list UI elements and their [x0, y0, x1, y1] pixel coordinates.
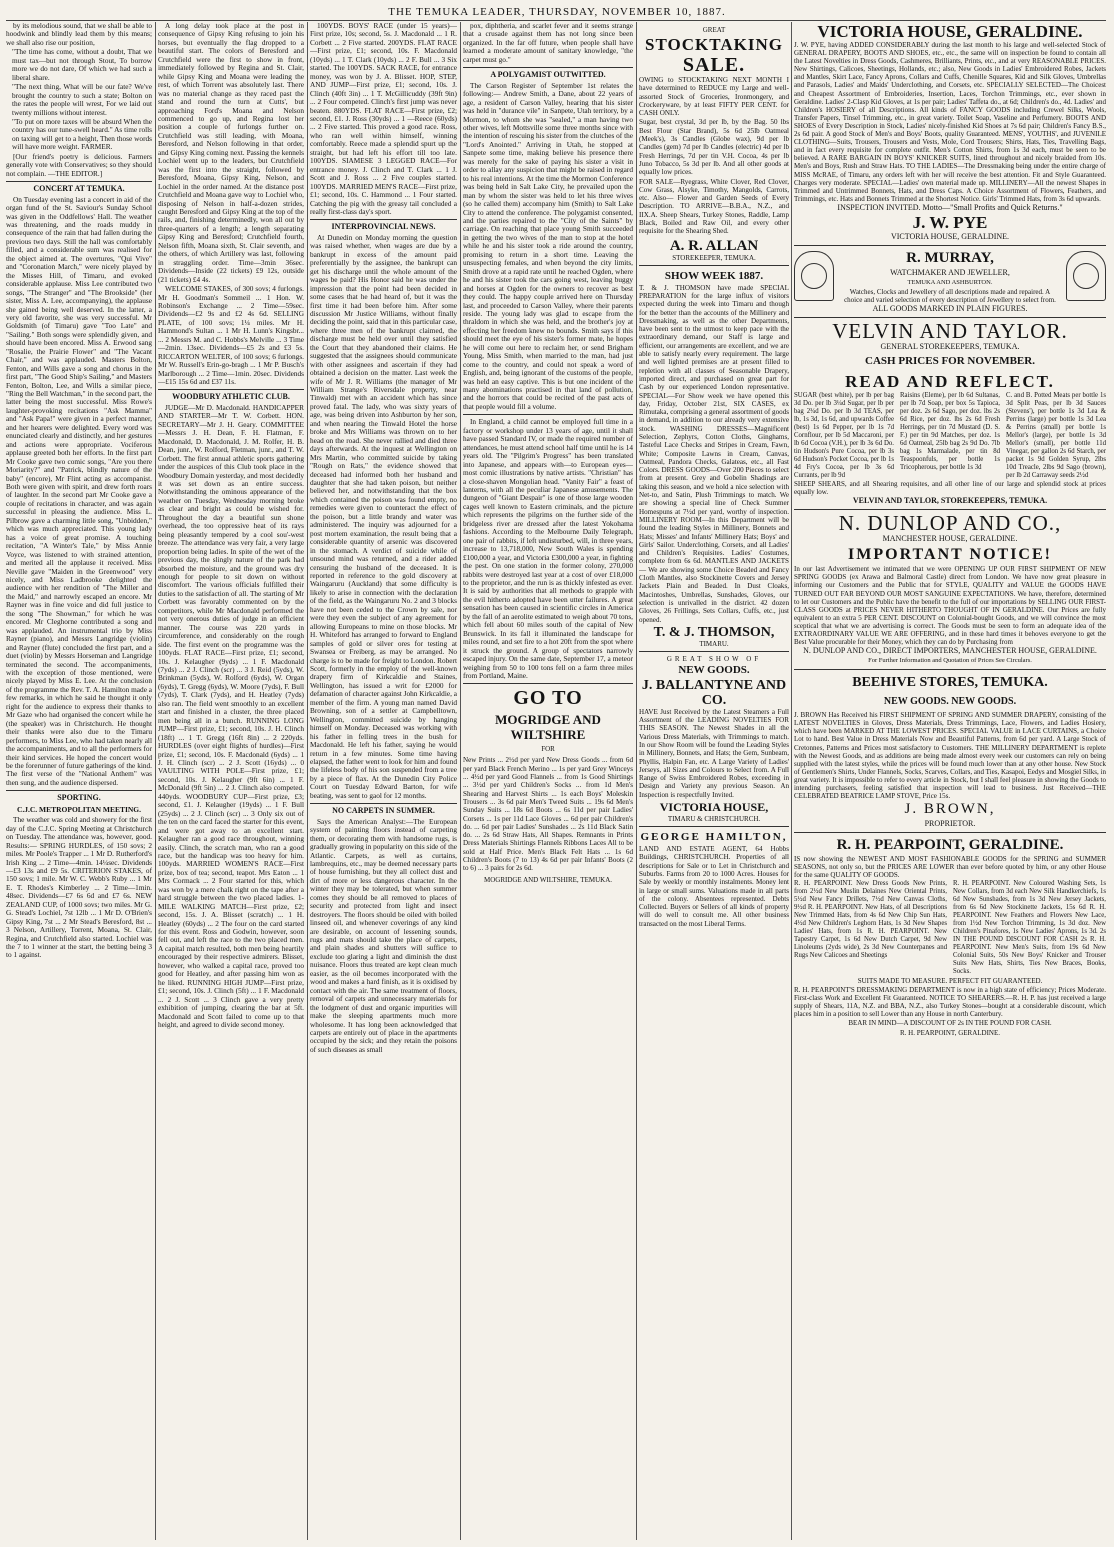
article-body: pox, diphtheria, and scarlet fever and it seems strange that a crusade against them has not long since been organized. In the far off future, when people shall have learned a moderate amount of sanitary knowledge, "the carpet must go.": [463, 22, 633, 64]
ballantyne-ad: [639, 655, 789, 823]
divider: [463, 683, 633, 684]
ad-heading: CASH PRICES FOR NOVEMBER.: [865, 355, 1035, 368]
ad-firm-name: N. DUNLOP AND CO.,: [838, 511, 1062, 536]
ad-subtitle: PROPRIETOR.: [924, 819, 976, 829]
mogridge-ad: [463, 688, 633, 883]
price-column: R. H. PEARPOINT. New Dress Goods New Prints, from 2½d New Muslin Delaines New Oriental Prints, 5½d New Fancy Drillets, 7½d New Canvas Cloths, 9½d R. H. PEARPOINT. New Hats, of all Descriptions New Trimmed Hats, from 4s 6d New Chip Sun Hats, 4½d New Children's Leghorn Hats, 1s 3d New Shapes Ladies' Hats, from 1s R. H. PEARPOINT. New Tapestry Carpet, 1s 6d New Dutch Carpet, 9d New Linoleums (2yds wide), 2s 3d New Counterpanes and Rugs New Calicoes and Sheetings: [794, 879, 947, 959]
ad-price-list: New Prints ... 2½d per yard New Dress Goods ... from 6d per yard Black French Merino ... 1s per yard Grey Winceys ... 4½d per yard Good Flannels ... from 1s Good Shirtings ... 3½d per yard Children's Socks ... from 1d Men's Shearing and Harvest Shirts ... 1s each Boys' Moleskin Trousers ... 3s 6d pair Men's Tweed Suits ... 19s 6d Men's Sunday Suits ... 18s 6d Boots ... 6s 11d per pair Ladies' Corsets ... 1s per 11d Lace Gloves ... 6d per pair Children's do. ... 6d per pair Ladies' Sunshades ... 2s 11d Black Satin do. ... 2s 6d Straw Hats, All Shapes. Remnants in Prints Dress Materials Shirtings Flannels Ribbons Laces All to be sold at Half Price. Men's Black Felt Hats ... 1s 6d Children's Boots (7 to 13) 4s 6d per pair Infants' Boots (2 to 6) ... 3 pairs for 2s 6d.: [463, 756, 633, 873]
thomson-ad: [639, 269, 789, 648]
ad-body: J. W. PYE, having ADDED CONSIDERABLY during the last month to his large and well-selected Stock of GENERAL DRAPERY, BOOTS AND SHOES, etc., etc., the same will on inspection be found to contain all the Latest Novelties in Dress Goods, Cashmeres, Brilliants, Prints, etc., and at very REASONABLE PRICES. New Shirtings, Calicoes, Sheetings, Hollands, etc.; also, New Goods in Ladies' Embroidered Robes, Jackets and Mantles, Skirt Lace, Fancy Aprons, Collars and Cuffs, Chenille Squares, Kid and Silk Gloves, Umbrellas and Parasols, Ladies' and Maids' Underclothing, and Corsets, etc. SPECIALLY SELECTED—The Choicest and Cheapest Assortment of Embroideries, Insertion, Laces, Torchon Trimmings, etc., ever shown in Geraldine. Ladies' 2-Clasp Kid Gloves, at 1s per pair; Ladies' Taffeta do., at 6d; Children's do., 4d. Ladies' and Children's HOSIERY of all Descriptions. All kinds of FANCY GOODS including Crewel Silks, Wools, Transfer Papers, Tinsel Trimming, etc., in great variety. Toilet Soap, Vaseline and Perfumery. BOOTS AND SHOES of Every Description in Stock, Ladies' nicely-finished Kid Shoes at 7s 6d pair; Children's Fancy B.S., 2s 6d pair. A good Stock of Men's and Boys' Boots, quality Guaranteed. MENS', YOUTHS', and JUVENILE CLOTHING—Suits, Trousers, Trousers and Vests, Mole, Cord Trousers; Shirts, Hats, Ties, Travelling Bags, and in fact every requisite for complete outfit. Men's Cotton Shirts, from 1s 3d each, must be seen to be believed. A RARE BARGAIN IN BOYS' KNICKER SUITS, lined throughout and nicely braided from 10s. Men's and Boys, Rush and Straw Hats. TO THE LADIES—The Dressmaking being under the entire charge of MISS McRAE, of Timaru, any orders left with her will receive the best attention. Fit and Style Guaranteed. Charges very moderate. SPECIAL—Ladies' own material made up. MILLINERY—All the newest Shapes in Trimmed and Untrimmed Bonnets, Hats, and Dress Caps. A Choice Assortment of Flowers, Feathers, and Trimmings, etc. Hats and Bonnets Trimmed at the Shortest Notice. Girls' Trimmed Hats, from 3s 6d upwards.: [794, 41, 1106, 203]
ad-signature: R. H. PEARPOINT, GERALDINE.: [899, 1028, 1000, 1037]
ad-footer: ALL GOODS MARKED IN PLAIN FIGURES.: [872, 304, 1028, 314]
ad-body: HAVE Just Received by the Latest Steamers a Full Assortment of the LEADING NOVELTIES FOR THIS SEASON. The Newest Shades in all the Various Dress Materials, with Trimmings to match. In our Show Room will be found the Leading Styles in Millinery, Bonnets, and Hats; the Gem, Sunbeam, Phyllis, Halpin Fan, etc. A Large Variety of Ladies' Jerseys, all Sizes and Colours to Select from. A Full Range of Swiss Embroidered Robes, exceeding in Design and Variety any previous Season. An Inspection is respectfully Invited.: [639, 707, 789, 799]
ad-body: IS now showing the NEWEST AND MOST FASHIONABLE GOODS for the SPRING and SUMMER SEASONS, not only so, but the PRICES ARE LOWER than ever before quoted by him, or any other House for the same QUALITY OF GOODS.: [794, 855, 1106, 880]
article-heading: NO CARPETS IN SUMMER.: [332, 806, 435, 816]
ad-subtitle: TEMUKA AND ASHBURTON.: [907, 278, 993, 286]
ad-subtitle: TIMARU & CHRISTCHURCH.: [667, 815, 761, 824]
ad-firm-name: T. & J. THOMSON,: [653, 624, 775, 640]
ad-body: In our last Advertisement we intimated that we were OPENING UP OUR FIRST SHIPMENT OF NEW SPRING GOODS (ex Arawa and Balmoral Castle) direct from London. We have now great pleasure in informing our Customers and the Public that for STYLE, QUALITY and VALUE the GOODS HAVE TURNED OUT FAR BEYOND OUR MOST SANGUINE EXPECTATIONS. We have, therefore, determined to let our Customers and the Public have the benefit to the full of our importations by SELLING OUR FIRST-CLASS GOODS at PRICES NEVER HITHERTO THOUGHT OF IN GERALDINE. Our Prices are fully equivalent to an extra 5 PER CENT. DISCOUNT on Colonial-bought Goods, and we will convince the most sceptical that what we are advertising is correct. The Goods must be seen to form an adequate idea of the EXTRAORDINARY VALUE WE ARE OFFERING, and in these hard times it behoves everyone to get the Best Value procurable for their Money, which they can do by Purchasing from: [794, 565, 1106, 647]
page-header: THE TEMUKA LEADER, THURSDAY, NOVEMBER 10, 1887.: [388, 6, 726, 18]
ad-heading: SUITS MADE TO MEASURE. PERFECT FIT GUARANTEED.: [857, 976, 1043, 985]
ad-footer: SHEEP SHEARS, and all Shearing requisites, and all other line of our large and splendid stock at prices equally low.: [794, 480, 1106, 497]
clock-icon: [794, 251, 834, 301]
ad-body: OWING to STOCKTAKING NEXT MONTH I have determined to REDUCE my Large and well-assorted Stock of Groceries, Ironmongery, and Crockeryware, by at least FIFTY PER CENT. for CASH ONLY.: [639, 76, 789, 118]
divider: [639, 265, 789, 266]
ad-body: LAND AND ESTATE AGENT, 64 Hobbs Buildings, CHRISTCHURCH. Properties of all descriptions for Sale or to Let in Christchurch and Suburbs. Farms from 20 to 1000 Acres. Houses for Sale by weekly or monthly instalments. Money lent in large or small sums. Valuations made in all parts of the colony. Absentees represented. Debts Collected. Buyers or Sellers of all kinds of property will do well to consult me. All other business transacted on the most Liberal Terms.: [639, 845, 789, 928]
ad-heading: VICTORIA HOUSE, GERALDINE.: [817, 22, 1083, 41]
ad-firm-name: R. H. PEARPOINT, GERALDINE.: [836, 837, 1064, 854]
price-column: C. and B. Potted Meats per bottle 1s 3d Split Peas, per lb 3d Sauces (Stevens'), per bottle 1s 3d Lea & Perrins (large) per bottle 1s 3d Lea & Perrins (small) per bottle 1s Mellor's (large), per bottle 1s 3d Mellor's (small), per bottle 11d Vinegar, per gallon 2s 6d Starch, per packet 1s 9d Golden Syrup, 2lbs 10d Treacle, 2lbs 9d Sago (brown), per lb 2d Carraway seeds 2½d: [1006, 392, 1106, 480]
divider: [794, 245, 1106, 246]
ad-heading: SHOW WEEK 1887.: [664, 269, 764, 282]
ad-body: J. BROWN Has Received his FIRST SHIPMENT OF SPRING AND SUMMER DRAPERY, consisting of the LATEST NOVELTIES in Gloves, Dress Materials, Dress Trimmings, Lace, Flowers, and Ladies Hosiery, which have been MARKED AT THE LOWEST PRICES. SPECIAL VALUE in LACE CURTAINS, a Choice Lot to hand. Best Value in Dress Materials Now and Beautiful Patterns, from 6d per yard. A Large Stock of Cretonnes, Patterns and Prices most satisfactory to Customers. THE MILLINERY DEPARTMENT is replete with the Newest Goods, and as additions are being made almost every week our customers can rely on being supplied with the latest styles, while the prices will be found much lower than at any other house. New Stock of Gentlemen's Shirts, Under Flannels, Socks, Scarves, Collars, and Ties, Kasapoi, Eedys and Mosgiel Silks, in great variety. It is impossible to refer to every article in Stock, but I shall feel pleasure in showing the Goods to intending purchasers, feeling satisfied that inspection will lead to business. Just Received—THE CELEBRATED BEATRICE LAMP STOVE, Price 15s.: [794, 711, 1106, 801]
race-results: WELCOME STAKES, of 300 sovs; 4 furlongs. Mr H. Goodman's Sommeil ... 1 Hon. W. Robinson's Exchange ... 2 Time—59sec. Dividends—£2 9s and £2 4s 6d. SELLING PLATE, of 100 sovs; 1¼ miles. Mr H. Hammond's Sultan ... 1 Mr H. Lunn's Kingsbr... ... 2 Messrs M. and C. Hobbs's Melville ... 3 Time—2min. 13sec. Dividends—£5 2s and £3 5s. RICCARTON WELTER, of 100 sovs; 6 furlongs. Mr W. Russell's Erin-go-bragh ... 1 Mr P. Busch's Marlborough ... 2 Time—1min. 20sec. Dividends—£15 15s 6d and £37 11s.: [158, 284, 304, 387]
ad-signature: N. DUNLOP AND CO., DIRECT IMPORTERS, MANCHESTER HOUSE, GERALDINE.: [803, 646, 1097, 656]
ad-subtitle: STOREKEEPER, TEMUKA.: [672, 253, 756, 262]
column-rule: [460, 22, 461, 1540]
column-rule: [307, 22, 308, 1540]
divider: [310, 803, 457, 804]
divider: [158, 389, 304, 390]
ad-price-list: Sugar, best crystal, 3d per lb, by the Bag. 50 lbs Best Flour (Star Brand), 5s 6d 25lb Oatmeal (Meek's), 3s Candles (Globe wax), 9d per lb Candles (gem) 7d per lb Candles (electric) 4d per lb Fresh Herrings, 7d per tin V.H. Cocoa, 4s per lb Juno Tobacco, 5s 3d per lb. And all other goods at equally low prices.: [639, 118, 789, 177]
poem-verse: "The time has come, without a doubt, That we must tax—but not through Stout, To borrow more we do not dare, Of which we had such a liberal share.: [12, 47, 152, 82]
ad-heading: NEW GOODS. NEW GOODS.: [883, 696, 1017, 708]
ad-firm-name: A. R. ALLAN: [669, 237, 759, 254]
price-column: Raisins (Eleme), per lb 6d Sultanas, per lb 7d Soap, per box 5s Tapioca, per doz. 2s 6d Sago, per doz. lbs 2s 6d Rice, per doz. lbs 2s 6d Fresh Herrings, per tin 7d Mustard (D. S. F.) per tin 9d Matches, per doz. 1s 6d Oatmeal, 25lb bag 2s 9d Do. 7lb bag 1s Marmalade, per tin 8d Teaspoonfuls, per bottle 1s Tricopherous, per bottle 1s 3d: [900, 392, 1000, 472]
column-1: [6, 22, 152, 1540]
poem-intro: by its melodious sound, that we shall be able to hoodwink and blindly lead them by this means; we shall also rise our position,: [6, 22, 152, 47]
article-heading: C.J.C. METROPOLITAN MEETING.: [16, 804, 142, 814]
article-heading: WOODBURY ATHLETIC CLUB.: [172, 392, 290, 402]
ad-footer: For Further Information and Quotation of Prices See Circulars.: [868, 657, 1032, 665]
divider: [794, 317, 1106, 318]
article-heading: A POLYGAMIST OUTWITTED.: [490, 70, 606, 80]
ad-great: GREAT SHOW OF: [666, 654, 762, 663]
column-rule: [791, 22, 792, 1540]
ad-subtitle: VICTORIA HOUSE, GERALDINE.: [890, 231, 1010, 241]
ad-firm-name: J. W. PYE: [912, 212, 988, 232]
article-body: On Tuesday evening last a concert in aid of the organ fund of the St. Saviour's Sunday School was given in the Oddfellows' Hall. The weather was threatening, and the roads muddy in consequence of the rain that had fallen during the previous two days. Still the hall was comfortably filled, and a considerable sum was realised for the object aimed at. The overtures, "Qui Vive" and "Coronation March," were nicely played by the Misses Hill, of Timaru, and evoked considerable applause. Miss Lee contributed two songs, "The Stranger" and "The Brookside" (her sister, Miss A. Lee, accompanying), the applause she gained being well deserved. In the latter, a very old favorite, she was very successful. Mr Goldsmith (of Timaru) gave "Too Late" and "Sailing." Both songs were splendidly given, and should have been encored. Miss A. Erwood sang "Rosalie, the Prairie Flower" and "The Vacant Chair," and was applauded. Masters Bolton, Fenton, and Wills gave a song and chorus in the first part, "The Good Ship's Sailing," and Masters Fenton, Bolton, Lee, and Wills a similar piece, "Ring the Bell Watchman," in the second part, the latter being the most successful. Miss Rowe's laughter-provoking recitations "Ask Mamma" and "Ask Papa!" were given in a perfect manner, and her hearers were delighted. Every word was enunciated clearly and distinctly, and her gestures and actions were appropriate. Vociferous applause greeted both her efforts. In the first part Mr Cooke gave two comic songs, "Are you there Moriarity?" and "Patrick, blindly nature of the baby" (encore), Mr Flint acting as accompanist. Both were given with spirit, and drew forth roars of laughter. In the second part Mr Cooke gave a couple of recitations in character, and was again successful in pleasing the audience. Miss L. Pilbrow gave a charming little song, "Unbidden," which was much appreciated. This young lady has a voice of great promise. A touching recitation, "A Winter's Tale," by Miss Annie Voyce, was listened to with strained attention, and merited all the applause it received. Miss Neville gave "Maiden in the Greenwood" very nicely, and Miss Ladbrooke delighted the audience with her rendition of "The Miller and the Maid," and narrowly escaped an encore. Mr Rayner was in fine voice and did full justice to the song "The Showman," for which he was encored. Mr Cleghorne contributed a song and was applauded. An instrumental trio by Miss Rayner (piano), and Messrs Langridge (violin) and Rayner (flute) concluded the first part, and a duet (violin) by Messrs Horseman and Langridge terminated the second. The accompaniments, with the exception of those mentioned, were nicely played by Miss E. Lee. At the conclusion of the programme the Rev. T. A. Hamilton made a few remarks, in which he said he thought it only right for the audience to express their thanks to Mr Gaze who had organised the concert while he (the speaker) was in Christchurch. He thought their thanks were also due to the Timaru performers, to Miss Lee, who had taken nearly all the accompaniments, and to all the performers for their kind services. He hoped the concert would be the forerunner of future gatherings of the kind. The first verse of the "National Anthem" was then sung, and the audience dispersed.: [6, 194, 152, 787]
ad-body: FOR SALE—Ryegrass, White Clover, Red Clover, Cow Grass, Alsyke, Timothy, Mangolds, Carrots, etc. Also— Flower and Garden Seeds of Every Description. TO ARRIVE—B.B.A., N.Z., and IIX.A. Sheep Shears, Turkey Stones, Raddle, Lamp Black, Boiled and Raw Oil, and every other requisite for the Shearing Shed.: [639, 177, 789, 236]
article-body: JUDGE—Mr D. Macdonald. HANDICAPPER AND STARTER—Mr T. W. Corbett. HON. SECRETARY—Mr J. H. Geary. COMMITTEE—Messrs J. H. Dean, F. H. Flatman, F. Macdonald, D. Macdonald, J. M. Rolfer, H. B. Dean, junr., W. Rolford, Fletman, junr., and T. W. Corbett. The first annual athletic sports gathering under the auspices of this Club took place in the Woodbury Domain yesterday, and most decidedly it was set down as an entire success. Notwithstanding the ominous appearance of the weather on Tuesday, Wednesday morning broke as clear and bright as could be wished for. Throughout the day a beautiful sun shone overhead, the too oppressive heat of its rays being pleasantly tempered by a cool sou'-west breeze. The attendance was very fair, a very large proportion being ladies. In spite of the wet of the previous day, the slingly nature of the park had absorbed the moisture, and the ground was dry enough for people to sit down on without discomfort. The various officials fulfilled their duties to the satisfaction of all. The starting of Mr Corbett was favorably commented on by the competitors, while Mr Macdonald performed the not very onerous duties of judge in an efficient manner. The course was 220 yards in circumference, and considerably on the rough side. The first event on the programme was the 100yds. FLAT RACE—First prize, £1; second, 10s. J. Kelaugher (9yds) ... 1 F. Macdonald (7yds) ... 2 J. Clinch (scr) ... 3 J. Reid (5yds), W. Brinkman (5yds), W. Rolford (6yds), W. Organ (6yds), T. Gregg (6yds), W. Moore (7yds), F. Bull (7yds), T. Clark (7yds), and H. Heatley (7yds) also ran. The field went smoothly to an excellent start and finished in a cluster, the three placed men being all in a bunch. RUNNING LONG JUMP—First prize, £1; second, 10s. J. H. Clinch (18ft) ... 1 T. Gregg (16ft 8in) ... 2 220yds. HURDLES (over eight flights of hurdles)—First prize, £1; second, 10s. F. Macdonald (6yds) ... 1 J. H. Clinch (scr) ... 2 J. Scott (16yds) ... 0 VAULTING WITH POLE—First prize, £1; second, 10s. J. Kelaugher (9ft 6in) ... 1 F. McDonald (9ft 5in) ... 2 J. Clinch also competed. 440yds. WOODBURY CUP—First prize, £3; second, £1. J. Kelaugher (19yds) ... 1 F. Bull (25yds) ... 2 J. Clinch (scr) ... 3 Only six out of the ten on the card faced the starter for this event, and were got away to an excellent start. Kelaugher ran a good race throughout, winning easily. Clinch, the scratch man, who ran a good race, but the handicap was too heavy for him. 100yds. MARRIED WOMEN'S RACE—First prize, box of tea; second, teapot. Mrs Eaton ... 1 Mrs Cormack ... 2 Four started for this, which was won by a mere chalk right on the tape after a hard struggle between the two placed ladies. 1-MILE WALKING MATCH—First prize, £2; second, 15s. J. A. Blisset (scratch) ... 1 H. Heatley (60yds) ... 2 The four on the card started for this event. Ross and Godwin, however, soon fell out, and left the race to the two placed men. A capital match resulted, both men being heartily encouraged by their respective admirers. Blisset, however, who walked a capital race, proved too good for Heatley, and after passing him won as he liked. RUNNING HIGH JUMP—First prize, £1; second, 10s. J. Clinch (5ft) ... 1 F. Macdonald ... 2 J. Scott ... 3 Clinch gave a very pretty exhibition of jumping, clearing the bar at 5ft. Macdonald and Scott failed to come up to that height, and agreed to divide second money.: [158, 402, 304, 1030]
ad-subtitle: GENERAL STOREKEEPERS, TEMUKA.: [880, 342, 1020, 352]
ad-body: Watches, Clocks and Jewellery of all descriptions made and repaired. A choice and varied selection of every description of Jewellery to select from.: [844, 287, 1056, 304]
column-5: [639, 22, 789, 1540]
ad-signature: J. BROWN,: [904, 801, 996, 818]
header-rule: [6, 20, 1106, 21]
ad-firm-name: R. MURRAY,: [906, 249, 994, 266]
divider: [6, 181, 152, 182]
ad-great: GREAT: [702, 26, 726, 34]
poem-verse: "The next thing, What will be our fate? We've brought the country to such a state; Bolton on the rates the people will wrest, For we laid out twenty millions without interest.: [12, 82, 152, 117]
ad-firm-name: MOGRIDGE AND WILTSHIRE: [495, 712, 601, 743]
column-3: [310, 22, 457, 1540]
ad-subtitle: MANCHESTER HOUSE, GERALDINE.: [882, 534, 1018, 544]
price-column: R. H. PEARPOINT. New Coloured Washing Sets, 1s New Collars, from 3d each New Silk Handkerchiefs, 1s 6d New Sunshades, from 1s 3d New Jersey Jackets, from 6s 6d New Stockinette Jackets, 15s 6d R. H. PEARPOINT. New Feathers and Flowers New Lace, from 1½d New Torchon Trimming, 1s 3d doz. New Children's Pinafores, 1s New Ladies' Aprons, 1s 3d. 2s IN THE POUND DISCOUNT FOR CASH 2s R. H. PEARPOINT. New Men's Suits, from 19s 6d New Colonial Suits, 50s New Boys' Knicker and Trouser Suits New Hats, Shirts, Ties New Braces, Books, Socks.: [953, 879, 1106, 975]
section-heading: SPORTING.: [57, 793, 101, 803]
article-body: A long delay took place at the post in consequence of Gipsy King refusing to join his horses, but eventually the flag dropped to a beautiful start. The colors of Beresford and Crutchfield were the first to show in front, immediately followed by Regina and St. Clair, while Gipsy King and Moana were leading the rest, of which Torrent was absolutely last. There was no material change as they raced past the stand and round the turn at Cutts', but approaching Ford's Moana and Nelson commenced to go up, and Regina lost her position a couple of furlongs further on. Crutchfield was still leading, with Moana, Beresford, and Nelson following in that order, and Gipsy King coming next. Passing the kennels Lochiel went up to the leaders, but Crutchfield was the first into the straight, followed by Beresford, Moana, Gipsy King, Nelson, and Lochiel in the order named. At the distance post Crutchfield and Moana gave way to Lochiel who, disposing of Nelson in half-a-dozen strides, caught Beresford and Gipsy King at the top of the rails, and, finishing determinedly, won all out by three-quarters of a length; a length separating Gipsy King and Beresford; Crutchfield fourth, Nelson fifth, Moana sixth, St. Clair seventh, and the others, of which Artillery was last, following in straggling order. Time—3min 36sec. Dividends—Inside (22 tickets) £9 12s, outside (21 tickets) £4 4s.: [158, 22, 304, 284]
price-list: [794, 392, 1106, 480]
article-heading: INTERPROVINCIAL NEWS.: [331, 222, 436, 232]
article-body: The weather was cold and showery for the first day of the C.J.C. Spring Meeting at Christchurch on Tuesday. The attendance was, however, good. Results:— SPRING HURDLES, of 150 sovs; 2 miles. Mr Poole's Trapper ... 1 Mr D. Rutherford's Irish King ... 2 Time—4min. 14¼sec. Dividends—£3 13s and £9 5s. CRITERION STAKES, of 150 sovs; 1 mile. Mr W. C. Webb's Ruby ... 1 Mr E. T. Rhodes's Kimberley ... 2 Time—1min. 48sec. Dividends—£7 6s 6d and £7 6s. NEW ZEALAND CUP, of 1000 sovs; two miles. Mr G. G. Stead's Lochiel, 7st 12lb ... 1 Mr D. O'Brien's Gipsy King, 7st ... 2 Mr Stead's Beresford, 8st ... 3 Nelson, Artillery, Torrent, Moana, St. Clair, Regina, and Crutchfield also started. Lochiel was the 7 to 1 winner at the start, the betting being 3 to 1 against.: [6, 815, 152, 960]
allan-ad: [639, 26, 789, 262]
article-body: In England, a child cannot be employed full time in a factory or workshop under 13 years of age, until it shall have passed Standard IV, or made the required number of attendances, he must attend school half time until he is 14 years old. The "Pilgrim's Progress" has been translated into Japanese, and appears with—to European eyes—most comic illustrations by native artists. "Christian" has a close-shaven Mongolian head. "Vanity Fair" a feast of lanterns, with all the peculiar Japanese amusements. The dungeon of "Giant Despair" is one of those large wooden cages well known to Eastern criminals, and the picture which represents the pilgrims on the further side of the bridgeless river are dressed after the latest Yokohama fashions. According to the Melbourne Daily Telegraph, one pair of rabbits, if left undisturbed, will, in three years, increase to 13,718,000, New South Wales is spending £100,000 a year, and Victoria £300,000 a year, in fighting the pest. On one station in the former colony, 270,000 rabbits were destroyed last year at a cost of over £18,000 to the proprietor, and the run is as thickly infested as ever. It is said by authorities that all methods to grapple with the evil hitherto adopted have been utter failures. A great sensation has been caused in scientific circles in America by the fall of an aerolite estimated to weigh about 70 tons, which fell about 60 miles south of the capital of New Brunswick. In its fall it illuminated the landscape for miles round, and set fire to a hot 20ft from the spot where it struck the ground. A group of spectators narrowly escaped injury. On the same date, September 17, a meteor weighing from 50 to 100 tons fell on a farm three miles from Portland, Maine.: [463, 417, 633, 680]
ad-firm-name: VICTORIA HOUSE,: [659, 800, 769, 815]
ad-heading: STOCKTAKING: [645, 35, 783, 54]
ad-heading: IMPORTANT NOTICE!: [848, 546, 1052, 564]
divider: [463, 414, 633, 415]
column-6: [794, 22, 1106, 1540]
ad-body: T. & J. THOMSON have made SPECIAL PREPARATION for the large influx of visitors expected during the week into Timaru and though for the better than the accounts of the Millinery and Dressmaking, as well as the other Departments, have been sent to the utmost to keep pace with the extraordinary demand, our Staff is large and efficient, our arrangements are excellent, and we are able to satisfy nearly every requirement. The large and well lighted premises are at present filled to repletion with all classes of Seasonable Drapery, imported direct, and purchased on great part for Cash by our experienced London representative. SPECIAL—For Show week we have opened this day, Friday, October 21st, SIX CASES, ex Rimutaka, comprising a general assortment of goods in demand, in addition to our already very extensive stock. WASHING DRESSES—Magnificent Selection, Zephyrs, Cotton Cloths, Ginghams, Tasteful Lace Checks and Stripes in Cream, Fawn, White; Composite Lawns in Cream, Canvas, Oatmeal, Pandora Checks, Galateas, etc., all Fast Colors. DRESS GOODS—Over 200 Pieces to select from at present. Grey and Gobelin Shadings are taking this season, and we hold a nice selection with Net-to, and Satin, Plush Trimmings to match. We are showing a special line of Check Summer Homespuns at 7½d per yard, worthy of inspection. MILLINERY ROOM—In this Department will be found the leading Styles in Millinery, Bonnets and Hats; Misses' and Infants' Millinery Hats; Boys' and Girls' Sailor. Underclothing, Corsets, and all Ladies' and Children's Requisites. Ladies' Costumes, complete from 6s 6d. MANTLES AND JACKETS — We are showing some Choice Beaded and Fancy Cloth Mantles, also Stockinette Covers and Jersey Jackets Plain and Beaded. In Dust Cloaks, Macintoshes, Umbrellas, Sunshades, Gloves, our selection is unrivalled in the district. 42 dozen Gloves, 26 Frillings, Sets Collars, Cuffs, etc., just opened.: [639, 283, 789, 624]
ad-firm-name: GEORGE HAMILTON,: [640, 831, 788, 844]
column-rule: [155, 22, 156, 1540]
ad-body: R. H. PEARPOINT'S DRESSMAKING DEPARTMENT is now in a high state of efficiency; Prices Moderate. First-class Work and Excellent Fit Guaranteed. NOTICE TO SHEARERS.—R. H. P. has just received a large supply of Shears, 11A, N.Z. and BBA, N.Z., also Turkey Stones—bought at a considerable discount, which places him in a position to sell Lower than any House in north Canterbury.: [794, 985, 1106, 1018]
divider: [6, 790, 152, 791]
article-heading: CONCERT AT TEMUKA.: [33, 184, 125, 194]
article-body: At Dunedin on Monday morning the question was raised whether, when wages are due by a bankrupt in excess of the amount paid preferentially by the assignee, the bankrupt can get his discharge until the whole amount of the wages be paid? His Honor said he was under the impression that the point had been decided in some cases that he had heard of, but it was the first time it had been before him. After some discussion Mr Justice Williams, without finally deciding the point, said that in this particular case, where three men of the bankrupt claimed, the discharge must be held over until they satisfied the Court that they abandoned their claims. He suggested that the assignees should communicate with other assignees and ascertain if they had obtained a decision on the matter. Last week the wife of Mr J. R. Williams (the manager of Mr William Strange's Riversdale property, near Tinwald) met with an accident which has since proved fatal. The lady, who was sixty years of age, was being driven into Ashburton by her son, and when nearing the Tinwald Hotel the horse broke and Mrs Williams was thrown on to her head on the road. She never rallied and died three days afterwards. At the inquest at Wellington on Mrs Martin, who committed suicide by taking "Rough on Rats," the evidence showed that deceased had informed both her husband and daughter that she had taken poison, but neither believed her, and notwithstanding that the box which contained the poison was found empty, no remedies were given to counteract the effect of the poison, but a little brandy and water was administered. The inquiry was adjourned for a post mortem examination, the result being that a considerable quantity of arsenic was discovered in the stomach. A verdict of suicide while of unsound mind was returned, and a rider added censuring the husband of the deceased. It is reported in reference to the gold discovery at Waingaruru (Auckland) that some difficulty is likely to arise in connection with the declaration of the field, as the Waingaruru No. 2 and 3 blocks have not been ceded to the Crown by sale, nor were they even the subject of any agreement for allowing Europeans to mine on those blocks. Mr H. Whiteford has arranged to forward to England samples of gold or silver ores for testing at Swansea or Freiberg, as may be arranged. No charge is to be made for freight to London. Robert Scott, formerly in the employ of the well-known drapery firm of Kirkcaldie and Staines, Wellington, has issued a writ for £2000 for defamation of character against John Kirkcaldie, a member of the firm. A young man named David Browning, son of a settler at Campbelltown, Wellington, committed suicide by hanging himself on Monday. Deceased was working with his father in felling trees in the bush for Macdonald. He left his father, saying he would return in a few minutes. Some time having elapsed, the father went to look for him and found the lifeless body of his son suspended from a tree by a piece of flax. At the Dunedin City Police Court on Tuesday Edward Barton, for wife beating, was sent to gaol for 12 months.: [310, 232, 457, 800]
ad-footer: INSPECTION INVITED. Motto—"Small Profits and Quick Returns.": [837, 202, 1063, 212]
column-rule: [636, 22, 637, 1540]
editor-note: [Our friend's poetry is delicious. Farmers generally vote with Conservatives; so they should not complain. —THE EDITOR.]: [6, 151, 152, 178]
divider: [794, 832, 1106, 833]
ad-firm-name: J. BALLANTYNE AND CO.: [641, 677, 787, 708]
ad-heading: SALE.: [682, 54, 746, 76]
ad-firm-name: BEEHIVE STORES, TEMUKA.: [852, 675, 1048, 691]
ad-signature: MOGRIDGE AND WILTSHIRE, TEMUKA.: [483, 875, 612, 884]
ad-subtitle: WATCHMAKER AND JEWELLER,: [890, 267, 1010, 277]
price-column: SUGAR (best white), per lb per bag 3d Do. per lb 3¼d Sugar, per lb per bag 2¾d Do. per lb 3d TEAS, per lb, 1s 3d, 1s 6d, and upwards Coffee (best) 1s 6d Pepper, per lb 1s 7d Cornflour, per lb 5d Maccaroni, per lb 6d Cocoa (V.H.), per lb 3s 6d Do. tin Hudson's Pure Cocoa, per lb 3s 6d Hudson's Pocket Cocoa, per lb 1s 4d Fry's Cocoa, per lb 3s 6d Currants, per lb 9d: [794, 392, 894, 480]
column-2: [158, 22, 304, 1540]
price-list: [794, 880, 1106, 976]
divider: [639, 826, 789, 827]
ad-signature: VELVIN AND TAYLOR, STOREKEEPERS, TEMUKA.: [852, 496, 1048, 506]
hamilton-ad: [639, 830, 789, 928]
race-results: 100YDS. BOYS' RACE (under 15 years)—First prize, 10s; second, 5s. J. Macdonald ... 1 R. Corbett ... 2 Five started. 200YDS. FLAT RACE—First prize, £1; second, 10s. F. Macdonald (10yds) ... 1 T. Clark (10yds) ... 2 F. Bull ... 3 Six started. The 100YDS. SACK RACE, for entrance money, was won by J. A. Blisset. HOP, STEP, AND JUMP—First prize, £1; second, 10s. J. Clinch (40ft 3in) ... 1 T. McGillicuddy (39ft 9in) ... 2 Four competed. Clinch's first jump was never beaten. 880YDS. FLAT RACE—First prize, £2; second, £1. J. Ross (30yds) ... 1 —Reece (60yds) ... 2 Five started. This proved a good race. Ross, who ran well within himself, winning comfortably. Reece made a splendid spurt up the straight, but had left his effort till too late. 100YDS. SIAMESE 3 LEGGED RACE—For entrance money. J. Clinch and T. Clark ... 1 J. Scott and J. Ross ... 2 Five couples started. 100YDS. MARRIED MEN'S RACE—First prize, £1; second, 10s. C. Hammond ... 1 Four started. Catching the pig with the greasy tail concluded a really first-class day's sport.: [310, 22, 457, 216]
divider: [794, 509, 1106, 510]
article-body: Says the American Analyst:—The European system of painting floors instead of carpeting them, or decorating them with handsome rugs, is gradually growing in popularity on this side of the Atlantic. Carpets, as well as curtains, lambrequins, etc., may be deemed necessary parts of house furnishing, but they all collect dust and dirt of more or less dangerous character. In the winter they may be tolerated, but when summer comes they should be all removed to places of security and protected from light and insect destroyers. The floors should be oiled with boiled linseed oil, and whenever coverings of any kind are desirable, on account of lessening sounds, rugs and mats should take the place of carpets, and plain shades and shutters will suffice to exclude too glaring a light and diminish the dust nuisance. Floors thus treated are kept clean much easier, as the oil becomes incorporated with the wood and makes a hard finish, as it is oxidised by contact with the air. The same treatment of floors, removal of carpets and unnecessary materials for the lodgment of dust and organic impurities will make the sleeping apartments much more wholesome. It has long been acknowledged that carpets are entirely out of place in the apartments occupied by the sick; and they retain the poisons of such diseases as small: [310, 816, 457, 1054]
ad-footer: BEAR IN MIND—A DISCOUNT OF 2s IN THE POUND FOR CASH.: [848, 1018, 1052, 1027]
ad-subtitle: TIMARU.: [699, 639, 729, 648]
ad-heading: GO TO: [513, 687, 583, 710]
clock-icon: [1066, 251, 1106, 301]
article-body: The Carson Register of September 1st relates the following:— Andrew Smith, a Dane, about 22 years of age, a resident of Carson Valley, hearing that his sister was held in "durance vile" in Sanpete, Utah territory, by a Mormon, to whom she was "sealed," a man having two other wives, left Mottsville some three months since with the intention of rescuing his sister from the clutches of the "Lord's Anointed." Arriving in Utah, he stopped at Sanpete some time, making believe his presence there was merely for the sake of paying his sister a visit in order to allay any suspicion that might be raised in regard to his real intentions. At the time the Mormon Conference was being held in Salt Lake City, he prevailed upon the man by whom the sister was held to let his three wives (so he called them) accompany him (Smith) to Salt Lake City to attend the conference. The polygamist consented, and the parties repaired to the "City of the Saints" by carriage. On reaching that place young Smith succeeded in getting the two wives of the man to stop at the hotel while he and his sister took a ride around the country, promising to return in a short time. Leaving the unsuspecting females, and when beyond the city limits, Smith drove at a rapid rate until he reached Ogden, where he and his sister took the cars going west, leaving buggy and horses at Ogden for the owners to recover as best they could. The happy couple arrived here on Thursday last, and proceeded to Carson Valley, where their parents reside. The young lady was glad to escape from the thraldom in which she was held, and the brother's joy at effecting her freedom knew no bounds. Smith says if this should meet the eye of his sister's former mate, he hopes he will come out here to reclaim her, or send Brigham Young, Miss Smith, when married to the man, had just come to the country, and could not speak a word of English, and, being ignorant of the customs of the people, was held an easy captive. This is but one incident of the many abominations practised in that land of pollution, and the horrors that could be recited of the past acts of that people would fill a volume.: [463, 80, 633, 411]
poem-verse: "To put on more taxes will be absurd When the country has our tune-swell heard." As time rolls on taxing will get to a height, Then those words will have more weight. FARMER.: [12, 116, 152, 152]
ad-heading: NEW GOODS.: [678, 663, 750, 676]
divider: [794, 669, 1106, 670]
divider: [639, 651, 789, 652]
murray-ad: [794, 249, 1106, 304]
ad-for: FOR: [541, 745, 555, 754]
ad-firm-name: VELVIN AND TAYLOR.: [832, 319, 1068, 344]
column-4: [463, 22, 633, 1540]
divider: [463, 67, 633, 68]
ad-heading: READ AND REFLECT.: [845, 372, 1055, 392]
divider: [310, 219, 457, 220]
